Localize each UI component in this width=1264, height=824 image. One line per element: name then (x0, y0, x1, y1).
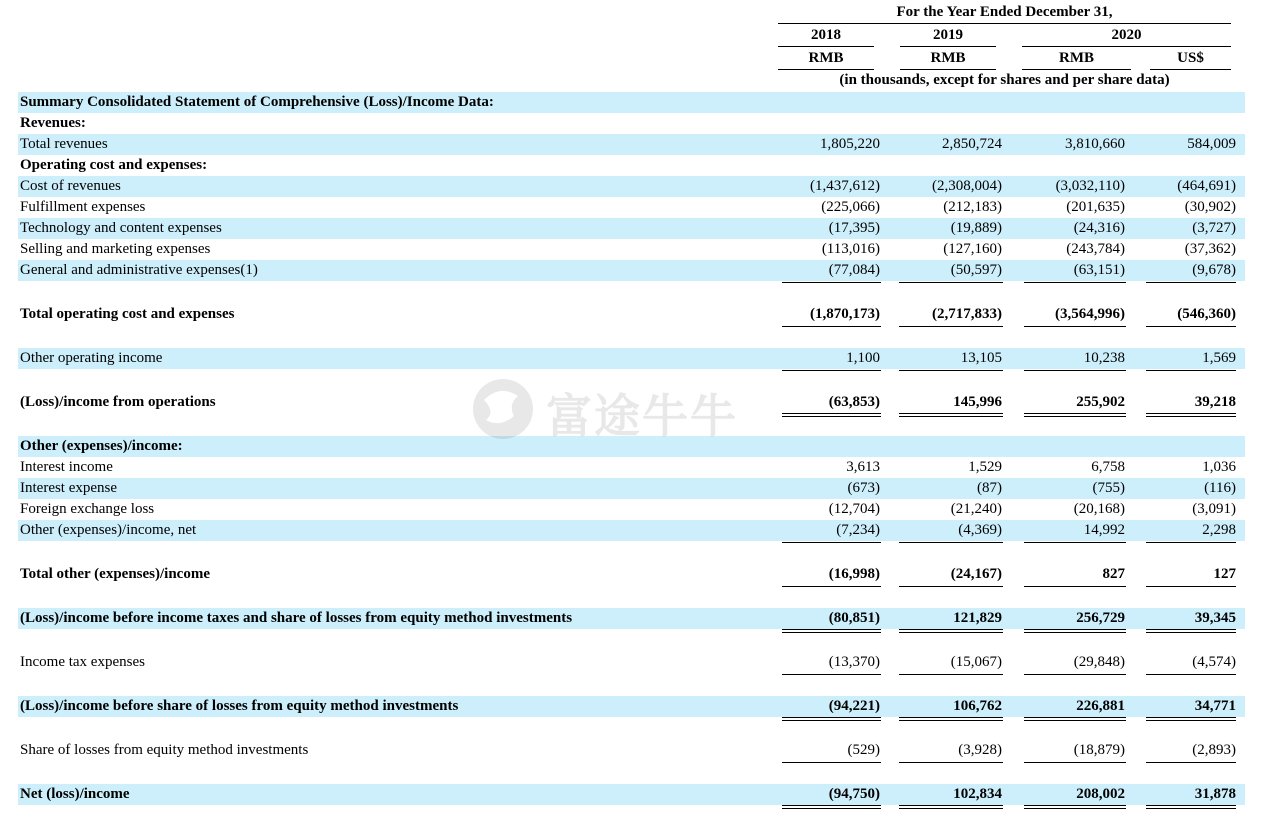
row-value: (17,395) (828, 220, 880, 236)
table-row (18, 304, 1245, 325)
subtotal-underline (1024, 370, 1126, 371)
row-value: (50,597) (950, 262, 1002, 278)
row-value: (1,437,612) (810, 178, 880, 194)
subtotal-underline (782, 282, 881, 283)
row-value: (80,851) (828, 610, 880, 626)
table-row (18, 696, 1245, 717)
row-value: 1,569 (1202, 350, 1236, 366)
table-row (18, 218, 1245, 239)
row-label: Fulfillment expenses (20, 199, 146, 215)
total-double-underline (782, 629, 881, 633)
row-value: (94,221) (828, 698, 880, 714)
row-value: 2,850,724 (942, 136, 1002, 152)
row-value: (30,902) (1184, 199, 1236, 215)
row-value: (19,889) (950, 220, 1002, 236)
row-value: (3,727) (1192, 220, 1236, 236)
row-value: 3,810,660 (1065, 136, 1125, 152)
subtotal-underline (1146, 370, 1236, 371)
year-2019: 2019 (933, 27, 963, 43)
row-label: Income tax expenses (20, 654, 145, 670)
row-value: 1,100 (846, 350, 880, 366)
row-label: (Loss)/income before income taxes and share of losses from equity method investments (20, 610, 573, 626)
row-value: 121,829 (953, 610, 1002, 626)
row-value: (87) (977, 480, 1002, 496)
watermark-text: 富途牛牛 (546, 389, 738, 443)
row-label: Foreign exchange loss (20, 501, 155, 517)
table-row (18, 92, 1245, 113)
row-value: (212,183) (943, 199, 1002, 215)
table-row (18, 608, 1245, 629)
row-value: (4,574) (1192, 654, 1236, 670)
row-label: Interest income (20, 459, 113, 475)
row-value: 1,805,220 (820, 136, 880, 152)
subtotal-underline (782, 326, 881, 327)
table-row (18, 392, 1245, 413)
table-row (18, 239, 1245, 260)
table-row (18, 348, 1245, 369)
year-rule-2019 (900, 46, 996, 47)
row-label: Operating cost and expenses: (20, 157, 208, 173)
row-value: (113,016) (821, 241, 880, 257)
row-value: (63,853) (828, 394, 880, 410)
row-value: (24,316) (1073, 220, 1125, 236)
subtotal-underline (1024, 674, 1126, 675)
year-2020: 2020 (1111, 27, 1142, 43)
currency-rule-2018 (778, 69, 874, 70)
total-double-underline (1146, 805, 1236, 809)
row-value: (243,784) (1066, 241, 1125, 257)
currency-rule-2020-usd (1150, 69, 1231, 70)
row-value: (12,704) (828, 501, 880, 517)
row-label: Net (loss)/income (20, 786, 130, 802)
row-label: Technology and content expenses (20, 220, 222, 236)
subtotal-underline (899, 762, 1003, 763)
currency-rule-2020-rmb (1022, 69, 1131, 70)
subtotal-underline (1146, 674, 1236, 675)
row-label: Total revenues (20, 136, 108, 152)
row-label: (Loss)/income before share of losses from equity method investments (20, 698, 459, 714)
total-double-underline (899, 717, 1003, 721)
subtotal-underline (899, 326, 1003, 327)
subtotal-underline (1146, 586, 1236, 587)
subtotal-underline (782, 586, 881, 587)
currency-2019: RMB (930, 50, 966, 66)
total-double-underline (899, 629, 1003, 633)
table-row (18, 520, 1245, 541)
row-value: (63,151) (1073, 262, 1125, 278)
total-double-underline (899, 413, 1003, 417)
row-value: (464,691) (1177, 178, 1236, 194)
total-double-underline (782, 805, 881, 809)
row-value: (529) (847, 742, 880, 758)
subtotal-underline (782, 762, 881, 763)
row-value: 13,105 (960, 350, 1002, 366)
currency-2020-usd: US$ (1177, 50, 1204, 66)
row-value: 584,009 (1187, 136, 1236, 152)
table-row (18, 499, 1245, 520)
subtotal-underline (1146, 542, 1236, 543)
row-value: (94,750) (828, 786, 880, 802)
currency-2020-rmb: RMB (1059, 50, 1094, 66)
row-value: (225,066) (821, 199, 880, 215)
row-value: (3,564,996) (1055, 306, 1125, 322)
row-value: (1,870,173) (810, 306, 880, 322)
row-value: (77,084) (828, 262, 880, 278)
row-value: (37,362) (1184, 241, 1236, 257)
row-value: 127 (1213, 566, 1236, 582)
row-value: 102,834 (953, 786, 1002, 802)
row-value: (3,928) (958, 742, 1002, 758)
subtotal-underline (782, 542, 881, 543)
subtotal-underline (899, 542, 1003, 543)
row-value: (3,091) (1192, 501, 1236, 517)
row-value: 226,881 (1076, 698, 1125, 714)
row-value: 39,345 (1194, 610, 1236, 626)
row-value: 256,729 (1076, 610, 1125, 626)
row-value: 34,771 (1194, 698, 1236, 714)
row-value: 6,758 (1091, 459, 1125, 475)
row-value: 1,036 (1202, 459, 1236, 475)
total-double-underline (1024, 413, 1126, 417)
row-value: 145,996 (953, 394, 1002, 410)
total-double-underline (899, 805, 1003, 809)
currency-2018: RMB (808, 50, 844, 66)
total-double-underline (1146, 629, 1236, 633)
row-label: Total other (expenses)/income (20, 566, 210, 582)
subtotal-underline (1024, 586, 1126, 587)
subtotal-underline (899, 586, 1003, 587)
table-row (18, 197, 1245, 218)
table-row (18, 784, 1245, 805)
total-double-underline (1024, 629, 1126, 633)
row-value: (546,360) (1177, 306, 1236, 322)
row-label: Cost of revenues (20, 178, 121, 194)
total-double-underline (782, 717, 881, 721)
row-value: (29,848) (1073, 654, 1125, 670)
row-value: 31,878 (1194, 786, 1236, 802)
row-value: (15,067) (950, 654, 1002, 670)
subtotal-underline (1146, 762, 1236, 763)
row-value: (21,240) (950, 501, 1002, 517)
subtotal-underline (782, 674, 881, 675)
year-rule-2018 (778, 46, 874, 47)
table-row (18, 134, 1245, 155)
subtotal-underline (1146, 326, 1236, 327)
units-note: (in thousands, except for shares and per share data) (839, 72, 1170, 88)
row-value: (9,678) (1192, 262, 1236, 278)
row-label: General and administrative expenses(1) (20, 262, 258, 278)
period-header: For the Year Ended December 31, (896, 4, 1113, 20)
subtotal-underline (782, 370, 881, 371)
total-double-underline (1024, 805, 1126, 809)
row-value: (127,160) (943, 241, 1002, 257)
row-value: (18,879) (1073, 742, 1125, 758)
subtotal-underline (1024, 326, 1126, 327)
subtotal-underline (1024, 542, 1126, 543)
row-value: 106,762 (953, 698, 1002, 714)
row-value: (2,308,004) (932, 178, 1002, 194)
table-row (18, 740, 1245, 761)
row-label: Other operating income (20, 350, 163, 366)
row-label: Selling and marketing expenses (20, 241, 211, 257)
table-row (18, 564, 1245, 585)
row-value: 14,992 (1083, 522, 1125, 538)
row-label: Revenues: (20, 115, 86, 131)
row-label: Interest expense (20, 480, 118, 496)
year-rule-2020 (1022, 46, 1231, 47)
total-double-underline (1146, 717, 1236, 721)
total-double-underline (782, 413, 881, 417)
row-value: (673) (847, 480, 880, 496)
subtotal-underline (1146, 282, 1236, 283)
row-value: (20,168) (1073, 501, 1125, 517)
row-value: 208,002 (1076, 786, 1125, 802)
row-value: 255,902 (1076, 394, 1125, 410)
row-value: 10,238 (1083, 350, 1125, 366)
row-value: 1,529 (968, 459, 1002, 475)
header-rule-top (778, 23, 1231, 24)
currency-rule-2019 (900, 69, 996, 70)
row-value: 39,218 (1194, 394, 1236, 410)
year-2018: 2018 (811, 27, 841, 43)
row-value: (2,893) (1192, 742, 1236, 758)
subtotal-underline (1024, 762, 1126, 763)
total-double-underline (1146, 413, 1236, 417)
row-label: Summary Consolidated Statement of Comprehensive (Loss)/Income Data: (20, 94, 494, 110)
row-label: Total operating cost and expenses (20, 306, 235, 322)
row-label: Other (expenses)/income: (20, 438, 183, 454)
row-value: (755) (1092, 480, 1125, 496)
row-value: 827 (1102, 566, 1125, 582)
table-row (18, 457, 1245, 478)
table-row (18, 436, 1245, 457)
table-row (18, 478, 1245, 499)
row-value: (3,032,110) (1055, 178, 1125, 194)
row-label: (Loss)/income from operations (20, 394, 216, 410)
table-row (18, 155, 1245, 176)
row-value: (4,369) (958, 522, 1002, 538)
table-row (18, 260, 1245, 281)
row-value: (201,635) (1066, 199, 1125, 215)
subtotal-underline (899, 282, 1003, 283)
table-row (18, 652, 1245, 673)
subtotal-underline (899, 674, 1003, 675)
row-label: Other (expenses)/income, net (20, 522, 197, 538)
subtotal-underline (899, 370, 1003, 371)
row-value: (116) (1204, 480, 1236, 496)
row-value: (2,717,833) (932, 306, 1002, 322)
table-row (18, 113, 1245, 134)
row-value: (7,234) (836, 522, 880, 538)
row-value: 3,613 (846, 459, 880, 475)
row-label: Share of losses from equity method investments (20, 742, 309, 758)
row-value: (16,998) (828, 566, 880, 582)
row-value: 2,298 (1202, 522, 1236, 538)
table-row (18, 176, 1245, 197)
subtotal-underline (1024, 282, 1126, 283)
row-value: (24,167) (950, 566, 1002, 582)
row-value: (13,370) (828, 654, 880, 670)
total-double-underline (1024, 717, 1126, 721)
